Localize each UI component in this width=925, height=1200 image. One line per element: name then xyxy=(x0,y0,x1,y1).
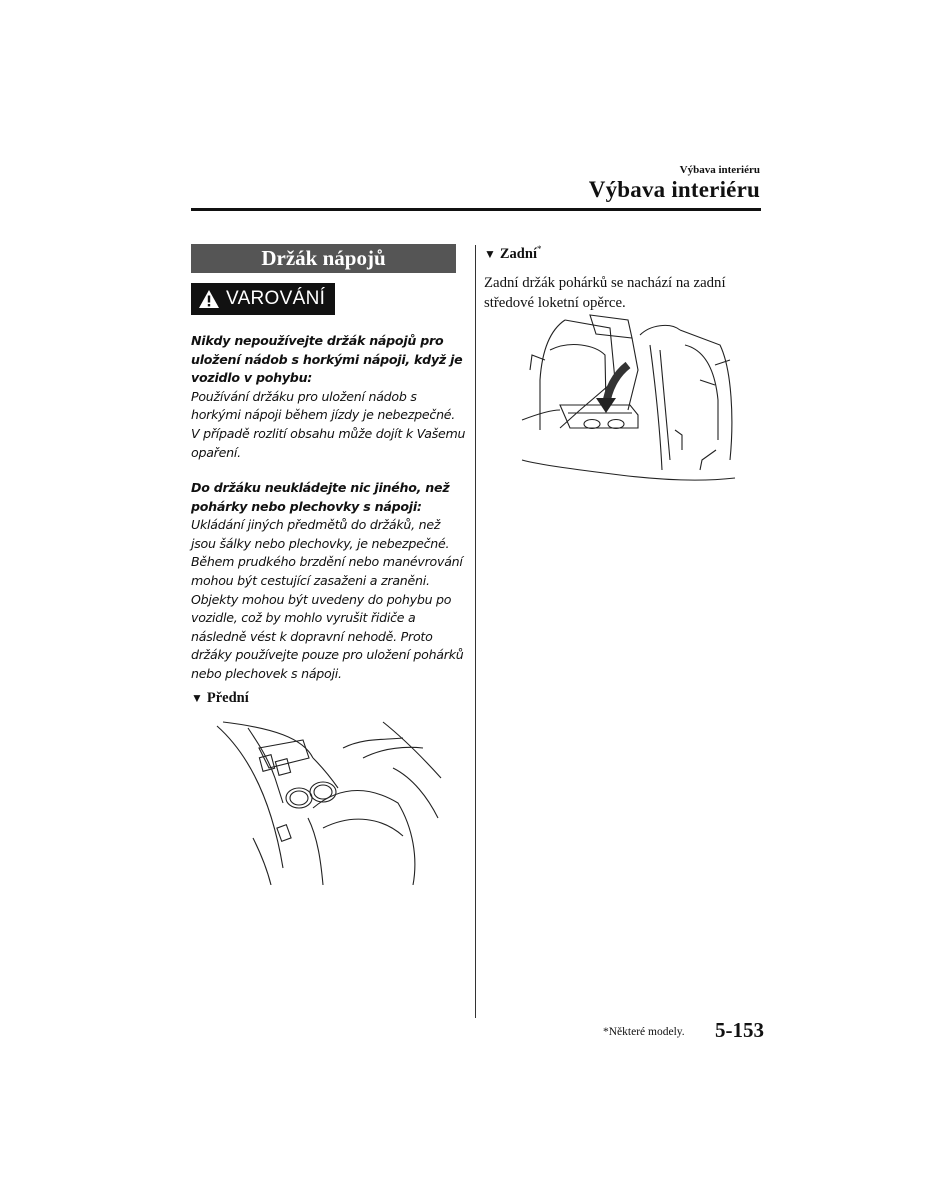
front-cupholder-illustration xyxy=(213,718,443,885)
warning-item xyxy=(191,479,466,684)
warning-item xyxy=(191,332,466,462)
warning-badge xyxy=(191,283,335,315)
chapter-title: Výbava interiéru xyxy=(588,177,760,202)
warning-item-heading: Do držáku neukládejte nic jiného, než pohárky nebo plechovky s nápoji: xyxy=(191,480,450,514)
rear-heading-text: Zadní xyxy=(499,245,537,262)
warning-item-heading: Nikdy nepoužívejte držák nápojů pro uložení nádob s horkými nápoji, když je vozidlo v pohybu: xyxy=(191,333,463,386)
warning-label: VAROVÁNÍ xyxy=(226,288,326,309)
rear-cupholder-illustration xyxy=(520,310,738,495)
warning-triangle-icon xyxy=(198,289,220,309)
column-divider xyxy=(475,245,476,1018)
section-title: Držák nápojů xyxy=(191,244,456,273)
warning-item-text: Používání držáku pro uložení nádob s horkými nápoji během jízdy je nebezpečné. V případě rozlití obsahu může dojít k Vašemu opaření. xyxy=(191,388,466,460)
triangle-down-icon: ▼ xyxy=(191,691,203,705)
running-header: Výbava interiéru xyxy=(679,164,760,176)
warning-item-text: Ukládání jiných předmětů do držáků, než jsou šálky nebo plechovky, je nebezpečné. Během prudkého brzdění nebo manévrování mohou být cestující zasaženi a zraněni. Objekty mohou být uvedeny do pohybu po vozidle, což by mohlo vyrušit řidiče a následně vést k dopravní nehodě. Proto držáky používejte pouze pro uložení pohárků nebo plechovek s nápoji. xyxy=(191,517,464,681)
header-rule xyxy=(191,208,761,211)
front-subheading xyxy=(191,690,249,707)
rear-description: Zadní držák pohárků se nachází na zadní středové loketní opěrce. xyxy=(484,275,726,311)
rear-subheading xyxy=(484,244,541,263)
triangle-down-icon: ▼ xyxy=(484,246,496,261)
front-heading-text: Přední xyxy=(206,690,249,706)
footnote: *Některé modely. xyxy=(603,1026,685,1038)
footnote-marker: * xyxy=(536,244,542,254)
page-number: 5-153 xyxy=(715,1018,764,1042)
